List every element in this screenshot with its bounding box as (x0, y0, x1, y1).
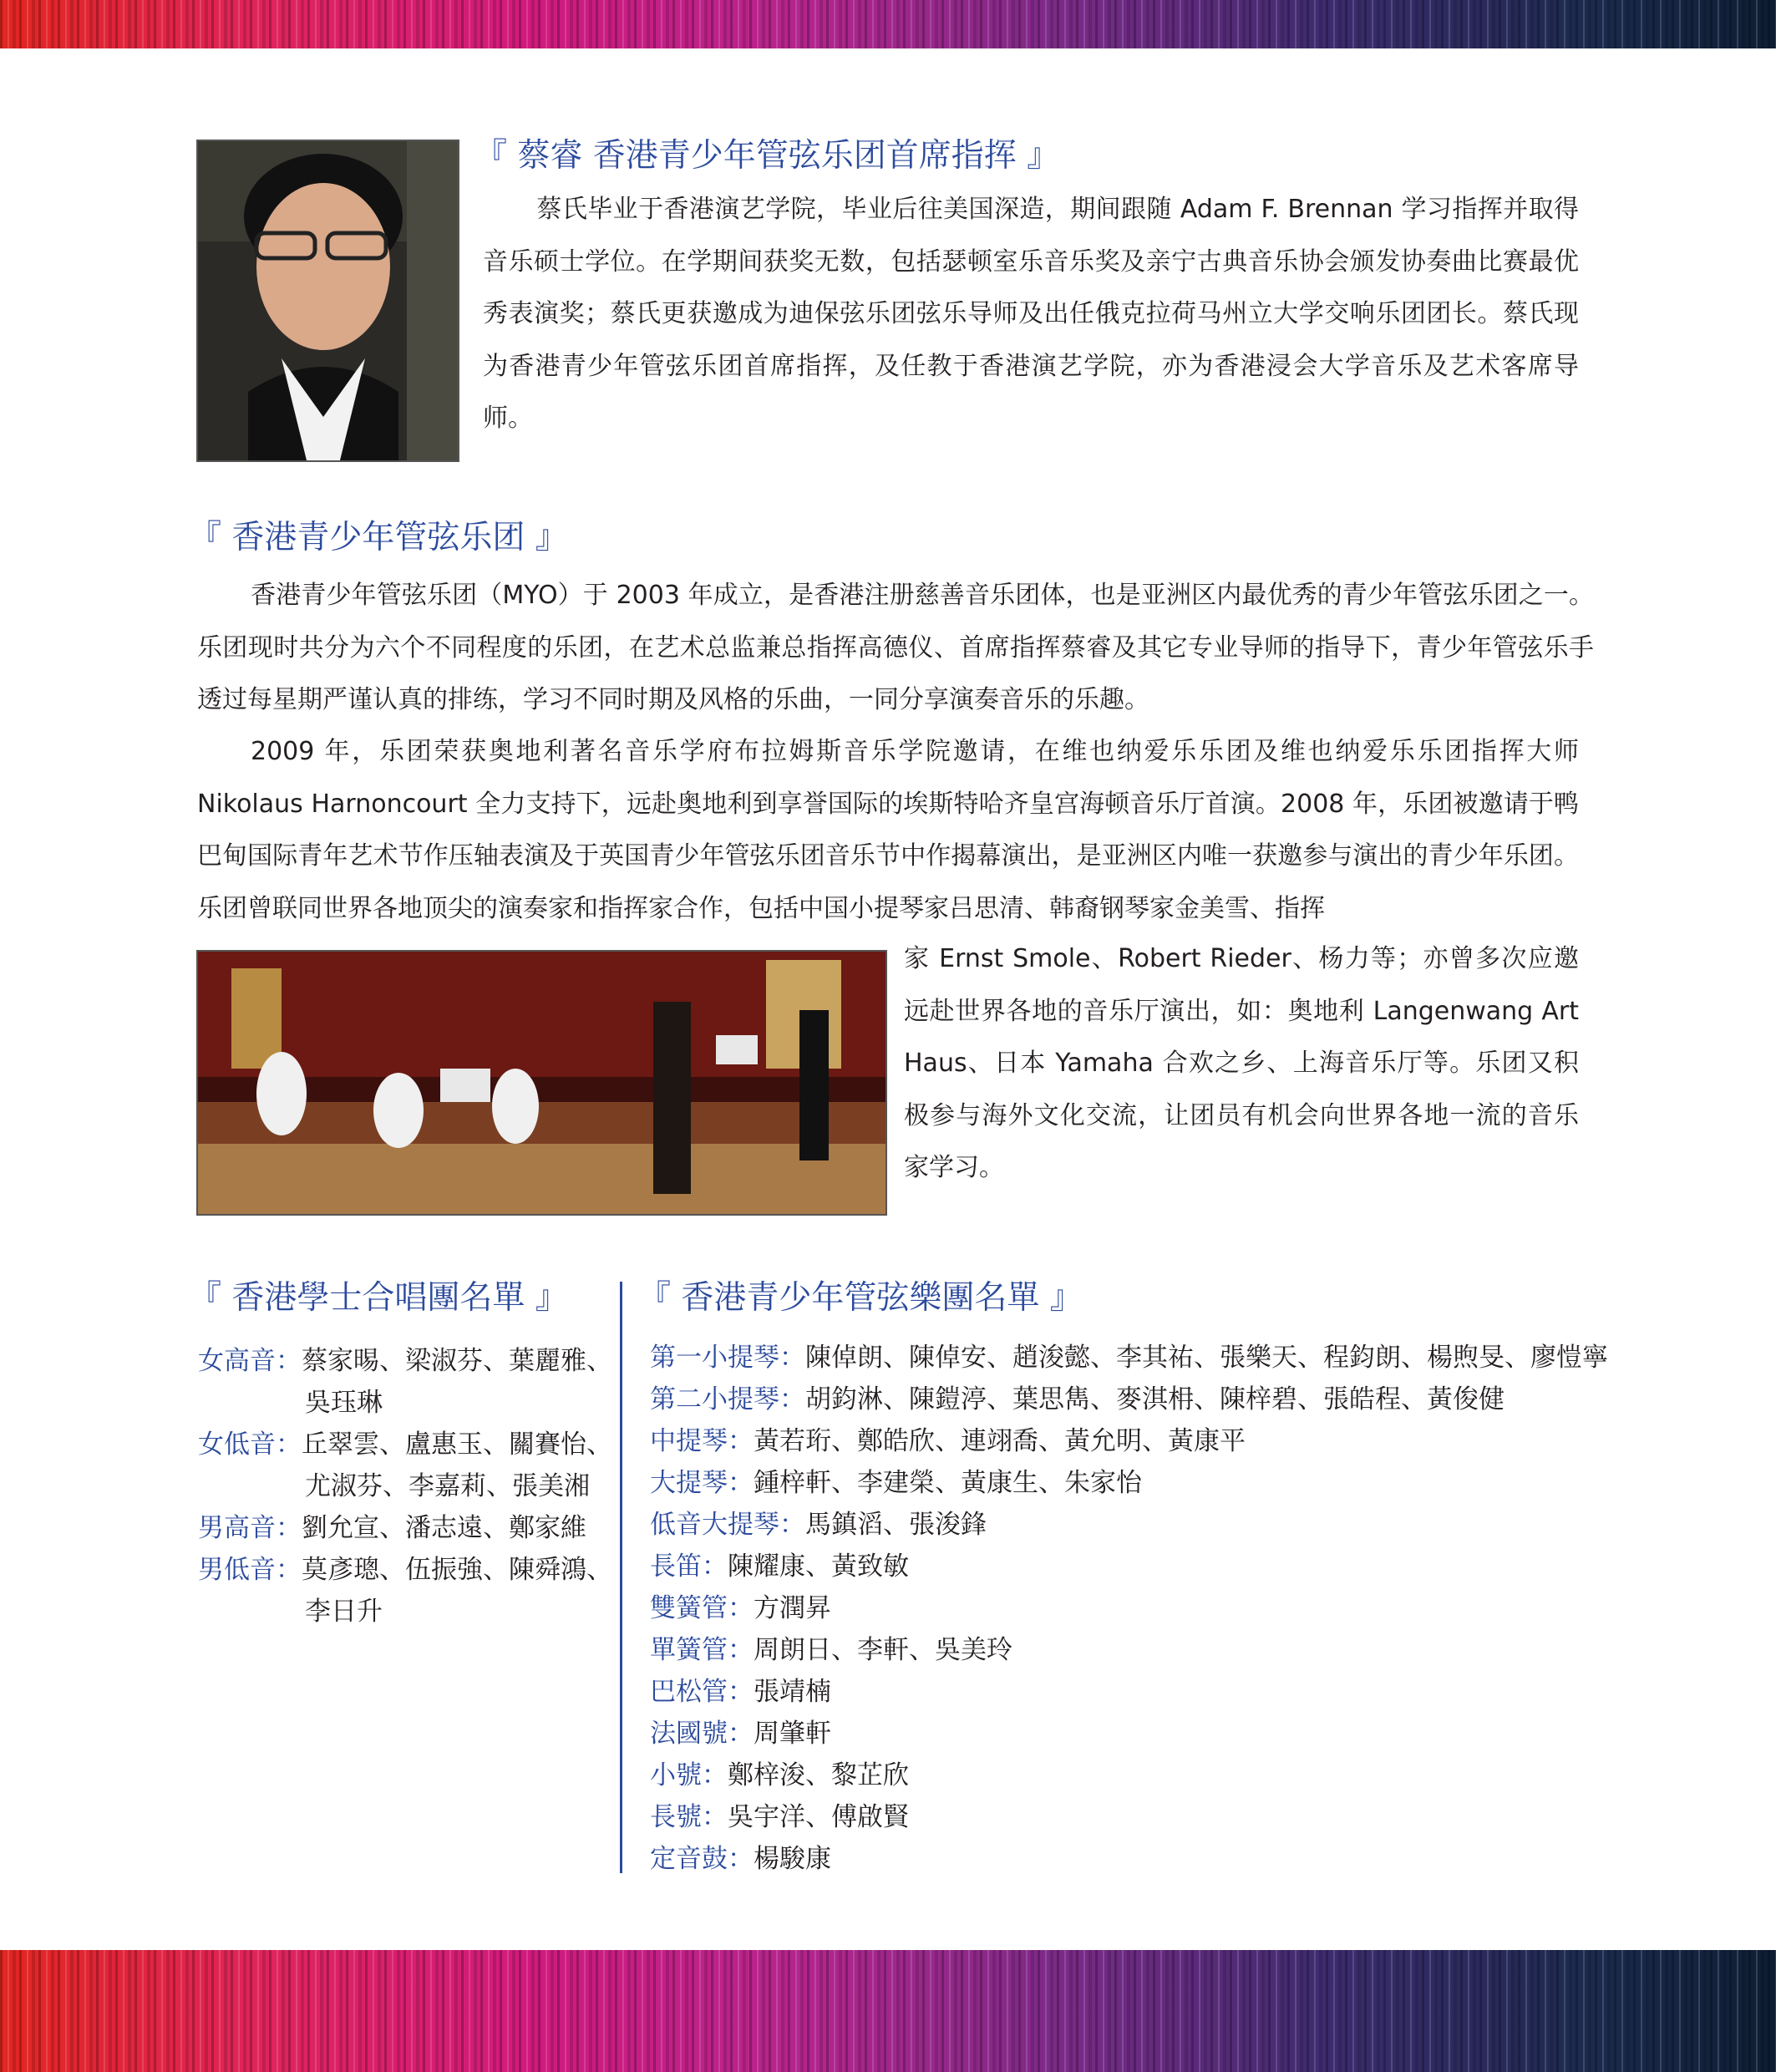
member-names: 莫彥璁、伍振強、陳舜鴻、 (302, 1555, 612, 1585)
roster-section-trombone (650, 1796, 1602, 1838)
member-names: 尤淑芬、李嘉莉、張美湘 (305, 1471, 590, 1501)
choir-section-tenor (198, 1507, 607, 1549)
member-names: 吳珏琳 (305, 1388, 383, 1418)
instrument-label: 定音鼓： (650, 1844, 754, 1874)
instrument-label: 單簧管： (650, 1635, 754, 1665)
top-color-stripe (0, 0, 1776, 48)
member-names: 周肇軒 (754, 1719, 831, 1749)
member-names: 周朗日、李軒、吳美玲 (754, 1635, 1012, 1665)
orchestra-roster (650, 1337, 1608, 1880)
member-names: 張靖楠 (754, 1677, 831, 1707)
voice-label: 女高音： (198, 1346, 302, 1376)
member-names: 楊駿康 (754, 1844, 831, 1874)
roster-section-french-horn (650, 1713, 1602, 1755)
member-names: 鄭梓浚、黎芷欣 (728, 1760, 909, 1790)
roster-section-double-bass (650, 1504, 1602, 1546)
member-names: 李日升 (305, 1597, 383, 1627)
roster-section-bassoon (650, 1671, 1602, 1713)
orchestra-heading: 『 香港青少年管弦乐团 』 (189, 519, 568, 556)
member-names: 方潤昇 (754, 1593, 831, 1623)
instrument-label: 低音大提琴： (650, 1510, 805, 1540)
conductor-heading: 『 蔡睿 香港青少年管弦乐团首席指挥 』 (474, 137, 1060, 175)
choir-section-alto-cont (198, 1465, 607, 1507)
orchestra-performance-photo (196, 950, 887, 1216)
roster-section-violin-1 (650, 1337, 1608, 1379)
member-names: 黃若珩、鄭皓欣、連翊喬、黃允明、黃康平 (754, 1426, 1246, 1456)
roster-section-flute (650, 1546, 1602, 1587)
roster-section-trumpet (650, 1755, 1602, 1796)
roster-section-oboe (650, 1587, 1602, 1629)
instrument-label: 長笛： (650, 1551, 728, 1582)
roster-section-timpani (650, 1838, 1602, 1880)
column-divider (620, 1282, 622, 1873)
choir-section-bass (198, 1549, 612, 1591)
roster-section-viola (650, 1420, 1602, 1462)
choir-roster-heading: 『 香港學士合唱團名單 』 (189, 1279, 568, 1317)
member-names: 馬鎮滔、張浚鋒 (805, 1510, 987, 1540)
orchestra-paragraph-2-text: 2009 年，乐团荣获奥地利著名音乐学府布拉姆斯音乐学院邀请，在维也纳爱乐乐团及维也纳爱乐乐团指挥大师 Nikolaus Harnoncourt 全力支持下，远赴奥地利到享誉国际的埃斯特哈齐皇宫海顿音乐厅首演。2008 年，乐团被邀请于鸭巴甸国际青年艺术节作压轴表演及于英国青少年管弦乐团音乐节中作揭幕演出，是亚洲区内唯一获邀参与演出的青少年乐团。乐团曾联同世界各地顶尖的演奏家和指挥家合作，包括中国小提琴家吕思清、韩裔钢琴家金美雪、指挥 (197, 737, 1579, 923)
member-names: 吳宇洋、傅啟賢 (728, 1802, 909, 1832)
member-names: 胡鈞淋、陳鎧渟、葉思雋、麥淇枏、陳梓碧、張皓程、黃俊健 (805, 1384, 1505, 1414)
conductor-bio-text: 蔡氏毕业于香港演艺学院，毕业后往美国深造，期间跟随 Adam F. Brennan 学习指挥并取得音乐硕士学位。在学期间获奖无数，包括瑟顿室乐音乐奖及亲宁古典音乐协会颁发协奏曲比赛最优秀表演奖；蔡氏更获邀成为迪保弦乐团弦乐导师及出任俄克拉荷马州立大学交响乐团团长。蔡氏现为香港青少年管弦乐团首席指挥，及任教于香港演艺学院，亦为香港浸会大学音乐及艺术客席导师。 (483, 195, 1579, 433)
member-names: 陳倬朗、陳倬安、趙浚懿、李其祐、張樂天、程鈞朗、楊煦旻、廖愷寧 (805, 1343, 1608, 1373)
voice-label: 男低音： (198, 1555, 302, 1585)
instrument-label: 法國號： (650, 1719, 754, 1749)
orchestra-paragraph-1-text: 香港青少年管弦乐团（MYO）于 2003 年成立，是香港注册慈善音乐团体，也是亚洲区内最优秀的青少年管弦乐团之一。乐团现时共分为六个不同程度的乐团，在艺术总监兼总指挥高德仪、首席指挥蔡睿及其它专业导师的指导下，青少年管弦乐手透过每星期严谨认真的排练，学习不同时期及风格的乐曲，一同分享演奏音乐的乐趣。 (197, 581, 1594, 714)
orchestra-paragraph-2-continued: 家 Ernst Smole、Robert Rieder、杨力等；亦曾多次应邀远赴世界各地的音乐厅演出，如：奥地利 Langenwang Art Haus、日本 Yamaha 合欢之乡、上海音乐厅等。乐团又积极参与海外文化交流，让团员有机会向世界各地一流的音乐家学习。 (904, 944, 1579, 1182)
choir-section-soprano-cont (198, 1382, 607, 1424)
choir-roster (198, 1340, 612, 1633)
roster-section-clarinet (650, 1629, 1602, 1671)
instrument-label: 雙簧管： (650, 1593, 754, 1623)
instrument-label: 第一小提琴： (650, 1343, 805, 1373)
instrument-label: 大提琴： (650, 1468, 754, 1498)
choir-section-soprano (198, 1340, 612, 1382)
instrument-label: 巴松管： (650, 1677, 754, 1707)
orchestra-paragraph-2 (197, 726, 1579, 935)
instrument-label: 長號： (650, 1802, 728, 1832)
instrument-label: 第二小提琴： (650, 1384, 805, 1414)
choir-section-alto (198, 1424, 612, 1465)
orchestra-roster-heading: 『 香港青少年管弦樂團名單 』 (638, 1279, 1083, 1317)
member-names: 鍾梓軒、李建榮、黃康生、朱家怡 (754, 1468, 1142, 1498)
roster-section-violin-2 (650, 1379, 1602, 1420)
choir-section-bass-cont (198, 1591, 607, 1633)
member-names: 蔡家晹、梁淑芬、葉麗雅、 (302, 1346, 612, 1376)
conductor-bio (483, 184, 1579, 445)
orchestra-paragraph-1 (197, 570, 1594, 727)
instrument-label: 中提琴： (650, 1426, 754, 1456)
bottom-color-stripe (0, 1950, 1776, 2072)
member-names: 劉允宣、潘志遠、鄭家維 (302, 1513, 586, 1543)
voice-label: 男高音： (198, 1513, 302, 1543)
member-names: 陳耀康、黃致敏 (728, 1551, 909, 1582)
conductor-portrait (196, 140, 459, 462)
roster-section-cello (650, 1462, 1602, 1504)
voice-label: 女低音： (198, 1430, 302, 1460)
member-names: 丘翠雲、盧惠玉、關賽怡、 (302, 1430, 612, 1460)
instrument-label: 小號： (650, 1760, 728, 1790)
